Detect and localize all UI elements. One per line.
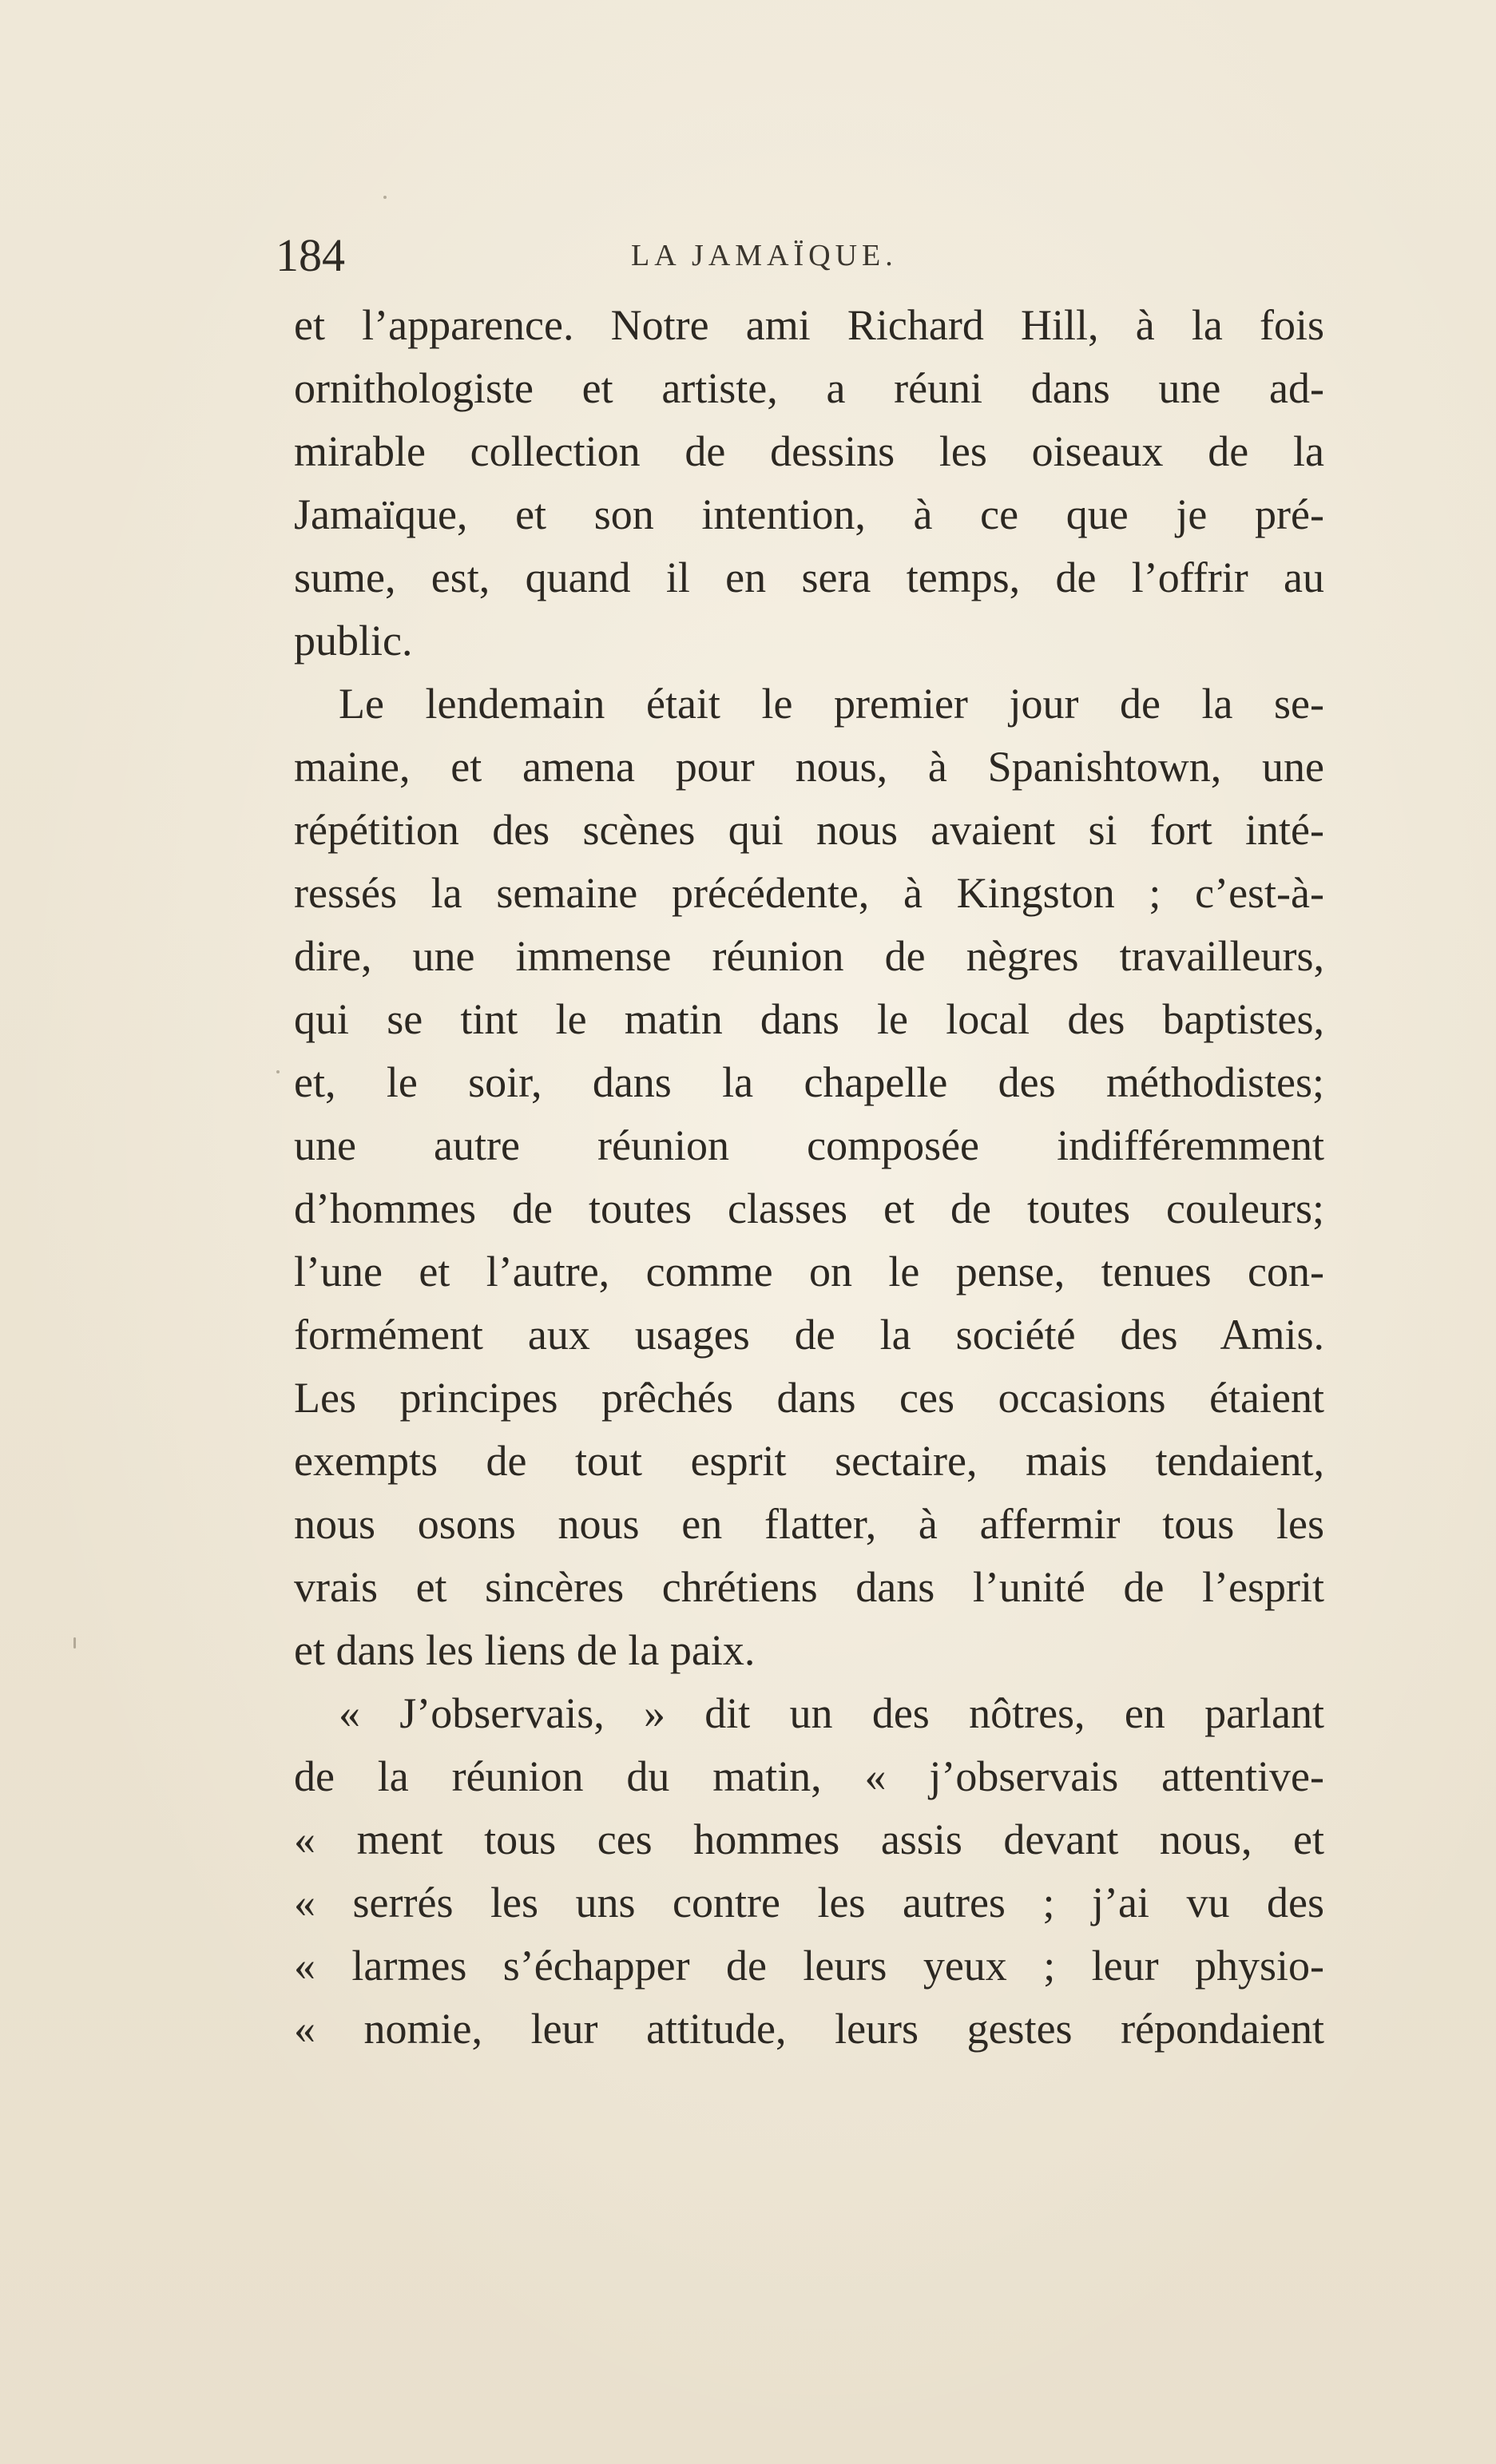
text-line: l’une et l’autre, comme on le pense, tenues con- — [294, 1248, 1324, 1295]
text-line: « ment tous ces hommes assis devant nous, et — [294, 1815, 1324, 1863]
text-line: d’hommes de toutes classes et de toutes couleurs; — [294, 1184, 1324, 1232]
text-line: « nomie, leur attitude, leurs gestes répondaient — [294, 2005, 1324, 2053]
text-line: « serrés les uns contre les autres ; j’ai vu des — [294, 1879, 1324, 1926]
text-line: nous osons nous en flatter, à affermir tous les — [294, 1500, 1324, 1548]
body-text — [294, 294, 1324, 2061]
page-number: 184 — [276, 229, 345, 281]
text-line: qui se tint le matin dans le local des baptistes, — [294, 995, 1324, 1043]
text-line: vrais et sincères chrétiens dans l’unité de l’esprit — [294, 1563, 1324, 1611]
paper-speck — [73, 1637, 76, 1649]
text-line: formément aux usages de la société des Amis. — [294, 1311, 1324, 1359]
text-line: et dans les liens de la paix. — [294, 1626, 756, 1674]
text-line: Jamaïque, et son intention, à ce que je pré- — [294, 490, 1324, 538]
text-line: sume, est, quand il en sera temps, de l’offrir au — [294, 554, 1324, 601]
text-line: de la réunion du matin, « j’observais attentive- — [294, 1752, 1324, 1800]
text-line: dire, une immense réunion de nègres travailleurs, — [294, 932, 1324, 980]
text-line: ressés la semaine précédente, à Kingston ; c’est-à- — [294, 869, 1324, 917]
text-line: « larmes s’échapper de leurs yeux ; leur physio- — [294, 1942, 1324, 1990]
page-header — [276, 224, 1330, 288]
text-line: « J’observais, » dit un des nôtres, en parlant — [339, 1689, 1324, 1737]
text-line: et, le soir, dans la chapelle des méthodistes; — [294, 1058, 1324, 1106]
paper-speck — [276, 1070, 280, 1073]
running-title: LA JAMAÏQUE. — [631, 239, 898, 272]
text-line: maine, et amena pour nous, à Spanishtown, une — [294, 743, 1324, 791]
text-line: exempts de tout esprit sectaire, mais tendaient, — [294, 1437, 1324, 1485]
text-line: mirable collection de dessins les oiseaux de la — [294, 427, 1324, 475]
text-line: une autre réunion composée indifféremment — [294, 1121, 1324, 1169]
text-line: public. — [294, 617, 413, 665]
text-line: Le lendemain était le premier jour de la se- — [339, 680, 1324, 728]
text-line: ornithologiste et artiste, a réuni dans une ad- — [294, 364, 1324, 412]
text-line: répétition des scènes qui nous avaient si fort inté- — [294, 806, 1324, 854]
paper-speck — [383, 196, 387, 199]
text-line: et l’apparence. Notre ami Richard Hill, à la fois — [294, 301, 1324, 349]
text-line: Les principes prêchés dans ces occasions étaient — [294, 1374, 1324, 1422]
